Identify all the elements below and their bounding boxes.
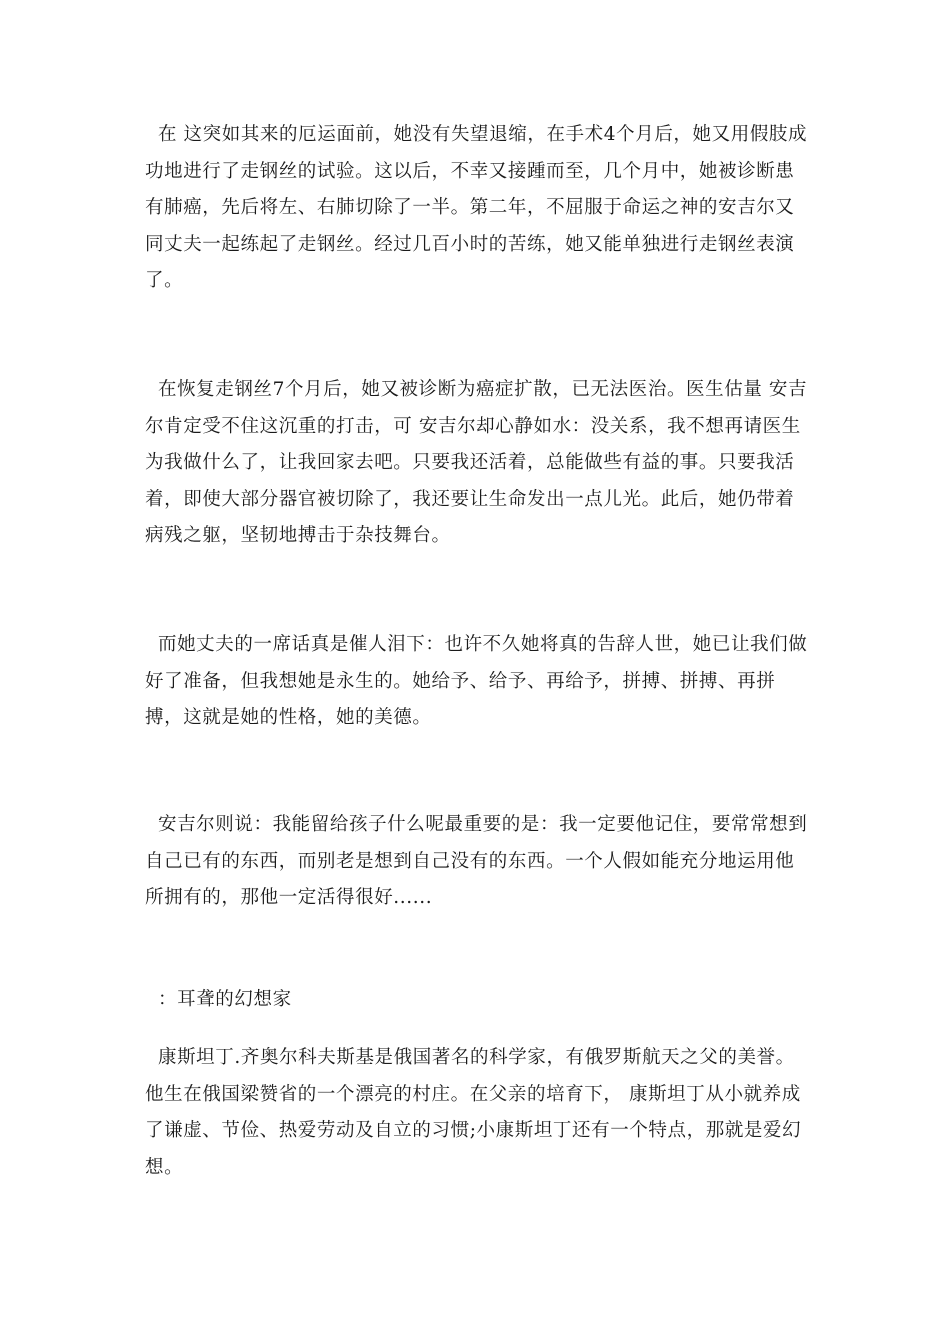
paragraph-1: 在 这突如其来的厄运面前，她没有失望退缩，在手术4个月后，她又用假肢成功地进行了走钢丝的试验。这以后，不幸又接踵而至，几个月中，她被诊断患有肺癌，先后将左、右肺切除了一半。第二年，不屈服于命运之神的安吉尔又同丈夫一起练起了走钢丝。经过几百小时的苦练，她又能单独进行走钢丝表演了。 <box>145 124 808 291</box>
section-heading: ：耳聋的幻想家 <box>145 989 292 1010</box>
paragraph-6: 康斯坦丁.齐奥尔科夫斯基是俄国著名的科学家，有俄罗斯航天之父的美誉。他生在俄国梁赞省的一个漂亮的村庄。在父亲的培育下， 康斯坦丁从小就养成了谦虚、节俭、热爱劳动及自立的习惯;小康斯坦丁还有一个特点，那就是爱幻想。 <box>145 1047 802 1178</box>
paragraph-4: 安吉尔则说：我能留给孩子什么呢最重要的是：我一定要他记住，要常常想到自己已有的东西，而别老是想到自己没有的东西。一个人假如能充分地运用他所拥有的，那他一定活得很好...... <box>145 814 808 908</box>
paragraph-2: 在恢复走钢丝7个月后，她又被诊断为癌症扩散，已无法医治。医生估量 安吉尔肯定受不住这沉重的打击，可 安吉尔却心静如水：没关系，我不想再请医生为我做什么了，让我回家去吧。只要我还活着，总能做些有益的事。只要我活着，即使大部分器官被切除了，我还要让生命发出一点儿光。此后，她仍带着病残之躯，坚韧地搏击于杂技舞台。 <box>145 379 808 546</box>
paragraph-3: 而她丈夫的一席话真是催人泪下：也许不久她将真的告辞人世，她已让我们做好了准备，但我想她是永生的。她给予、给予、再给予，拼搏、拼搏、再拼搏，这就是她的性格，她的美德。 <box>145 634 808 728</box>
